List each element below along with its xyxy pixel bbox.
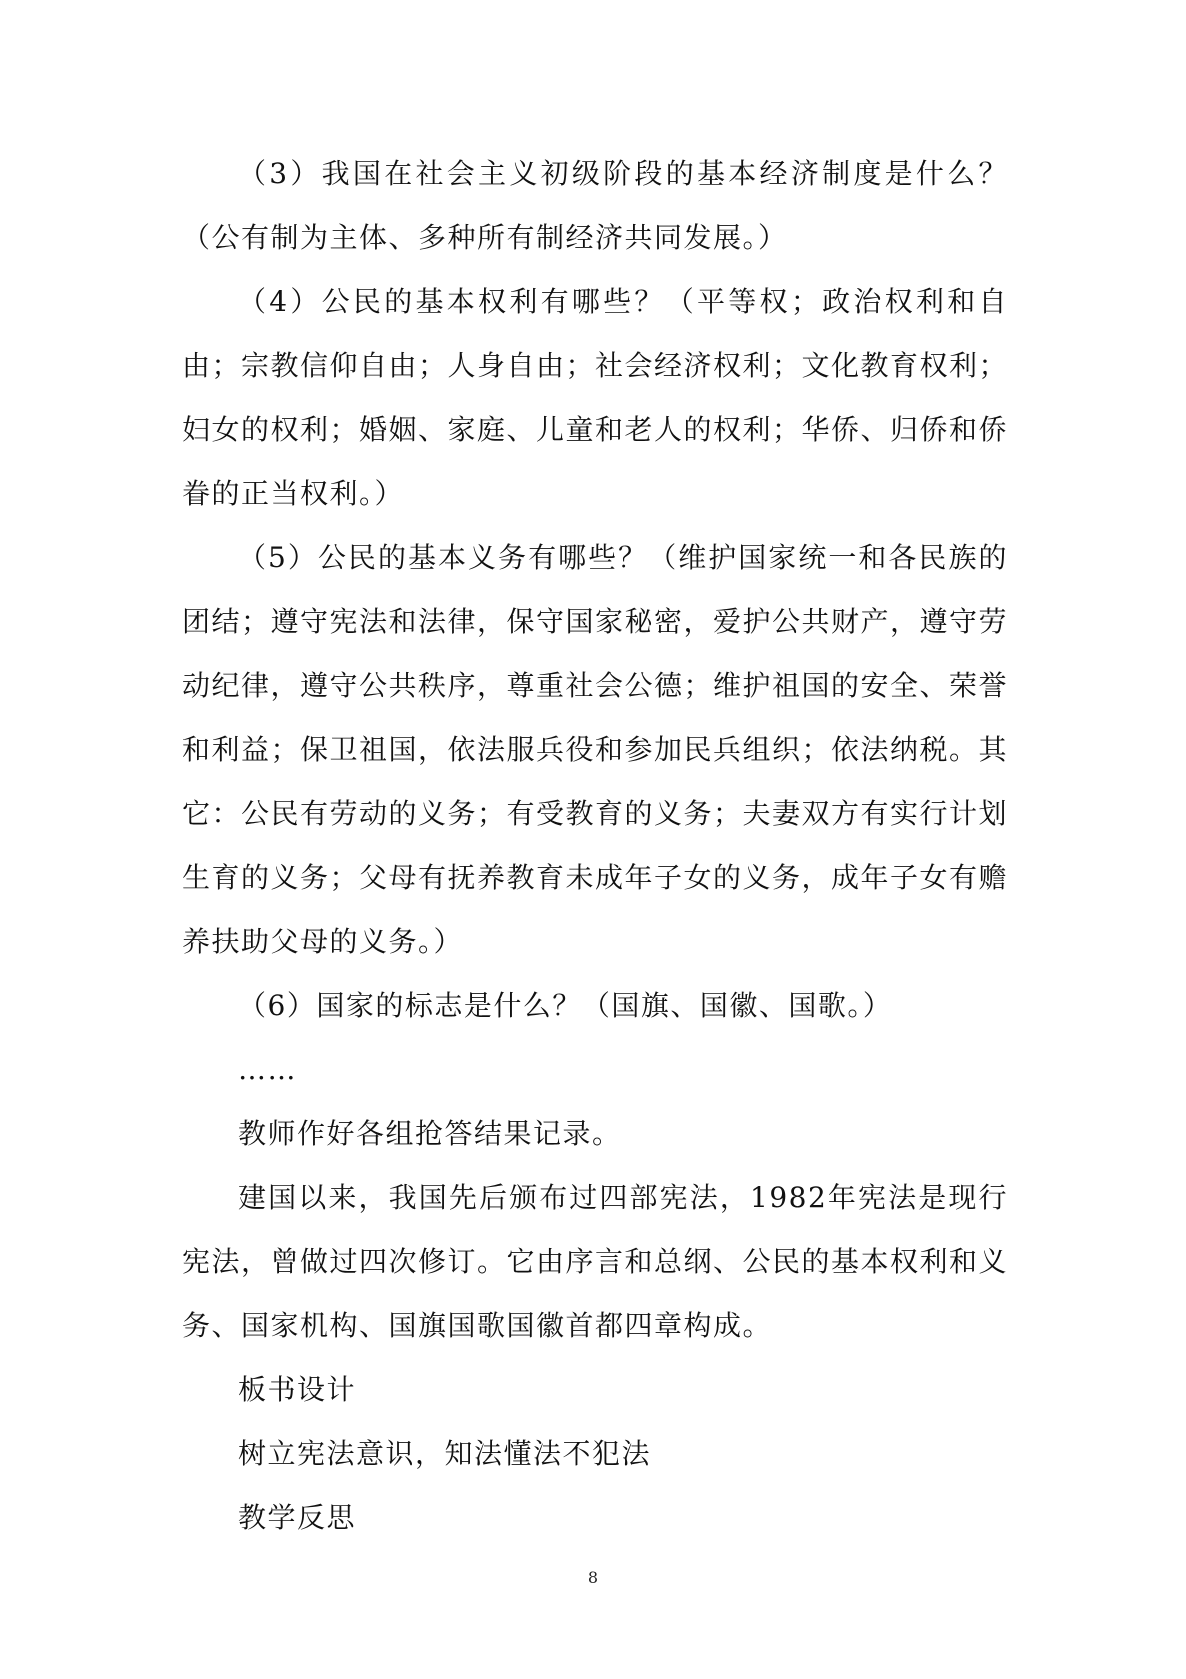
paragraph-question-3: （3）我国在社会主义初级阶段的基本经济制度是什么？（公有制为主体、多种所有制经济共同发展。） <box>182 157 1008 254</box>
heading-blackboard-design: 板书设计 <box>238 1373 357 1406</box>
heading-teaching-reflection: 教学反思 <box>238 1501 357 1534</box>
page-number: 8 <box>587 1568 599 1587</box>
paragraph-question-4: （4）公民的基本权利有哪些？（平等权；政治权利和自由；宗教信仰自由；人身自由；社会经济权利；文化教育权利；妇女的权利；婚姻、家庭、儿童和老人的权利；华侨、归侨和侨眷的正当权利。） <box>182 285 1009 510</box>
paragraph-constitution-history: 建国以来，我国先后颁布过四部宪法，1982年宪法是现行宪法，曾做过四次修订。它由序言和总纲、公民的基本权利和义务、国家机构、国旗国歌国徽首都四章构成。 <box>182 1181 1009 1342</box>
paragraph-blackboard-content: 树立宪法意识，知法懂法不犯法 <box>238 1437 652 1470</box>
paragraph-teacher-record: 教师作好各组抢答结果记录。 <box>238 1117 622 1150</box>
paragraph-ellipsis: …… <box>238 1053 297 1086</box>
document-body <box>182 142 1008 1550</box>
paragraph-question-5: （5）公民的基本义务有哪些？（维护国家统一和各民族的团结；遵守宪法和法律，保守国家秘密，爱护公共财产，遵守劳动纪律，遵守公共秩序，尊重社会公德；维护祖国的安全、荣誉和利益；保卫祖国，依法服兵役和参加民兵组织；依法纳税。其它：公民有劳动的义务；有受教育的义务；夫妻双方有实行计划生育的义务；父母有抚养教育未成年子女的义务，成年子女有赡养扶助父母的义务。） <box>182 541 1009 958</box>
paragraph-question-6: （6）国家的标志是什么？（国旗、国徽、国歌。） <box>238 989 893 1022</box>
